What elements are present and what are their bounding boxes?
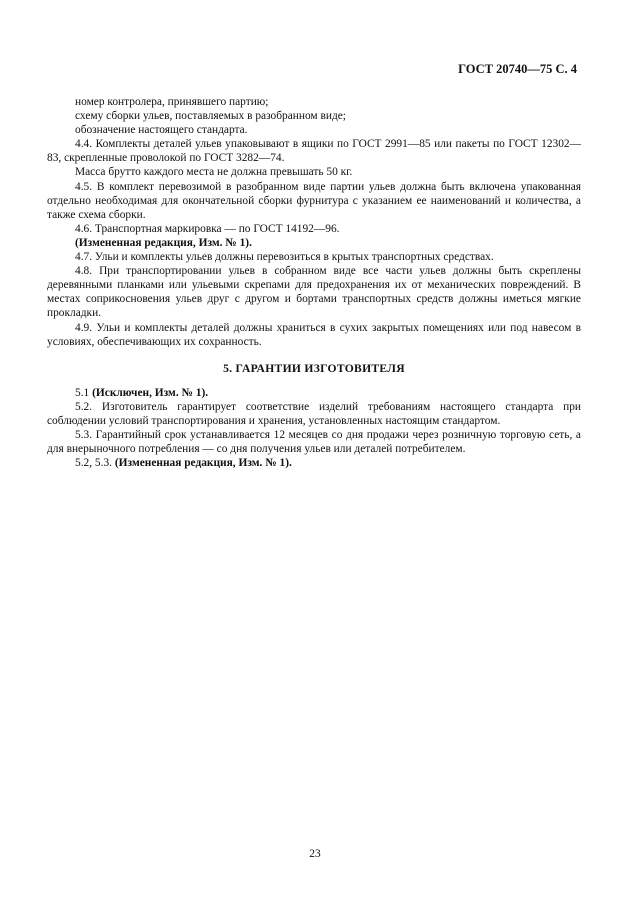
- paragraph-4-6: 4.6. Транспортная маркировка — по ГОСТ 14192—96.: [75, 222, 340, 235]
- paragraph-5-1: [47, 386, 581, 400]
- paragraph-4-9: 4.9. Ульи и комплекты деталей должны храниться в сухих закрытых помещениях или под навесом в условиях, обеспечивающих их сохранность.: [47, 321, 581, 348]
- page-number: 23: [309, 848, 321, 860]
- section-title: 5. ГАРАНТИИ ИЗГОТОВИТЕЛЯ: [223, 361, 405, 375]
- paragraph-4-8: 4.8. При транспортировании ульев в собранном виде все части ульев должны быть скреплены деревянными планками или ульевыми скрепами для предохранения их от механических повреждений. В местах соприкосновения ульев друг с другом и бортами транспортных средств должны иметься мягкие прокладки.: [47, 265, 581, 320]
- clause-number: 5.2, 5.3.: [75, 457, 113, 470]
- paragraph-4-4: 4.4. Комплекты деталей ульев упаковывают в ящики по ГОСТ 2991—85 или пакеты по ГОСТ 12302—83, скрепленные проволокой по ГОСТ 3282—74.: [47, 138, 581, 165]
- document-body: [47, 95, 581, 470]
- paragraph-4-5: 4.5. В комплект перевозимой в разобранном виде партии ульев должна быть включена упакованная отдельно необходимая для окончательной сборки фурнитура с указанием ее наименований и количества, а также схема сборки.: [47, 180, 581, 221]
- amendment-note: (Измененная редакция, Изм. № 1).: [75, 236, 252, 249]
- amendment-note: (Измененная редакция, Изм. № 1).: [114, 457, 292, 470]
- page-header: ГОСТ 20740—75 С. 4: [458, 62, 577, 76]
- paragraph-4-7: 4.7. Ульи и комплекты ульев должны перевозиться в крытых транспортных средствах.: [75, 251, 494, 264]
- paragraph-5-2: 5.2. Изготовитель гарантирует соответствие изделий требованиям настоящего стандарта при соблюдении условий транспортирования и хранения, установленных настоящим стандартом.: [47, 400, 581, 427]
- paragraph: схему сборки ульев, поставляемых в разобранном виде;: [75, 110, 346, 123]
- paragraph-5-2-5-3: [47, 456, 581, 470]
- paragraph: Масса брутто каждого места не должна превышать 50 кг.: [75, 166, 353, 179]
- amendment-note: (Исключен, Изм. № 1).: [92, 386, 209, 399]
- paragraph: номер контролера, принявшего партию;: [75, 96, 269, 108]
- clause-number: 5.1: [75, 386, 90, 399]
- paragraph: обозначение настоящего стандарта.: [75, 124, 248, 137]
- paragraph-5-3: 5.3. Гарантийный срок устанавливается 12 месяцев со дня продажи через розничную торговую сеть, а для внерыночного потребления — со дня получения ульев или деталей потребителем.: [47, 429, 581, 456]
